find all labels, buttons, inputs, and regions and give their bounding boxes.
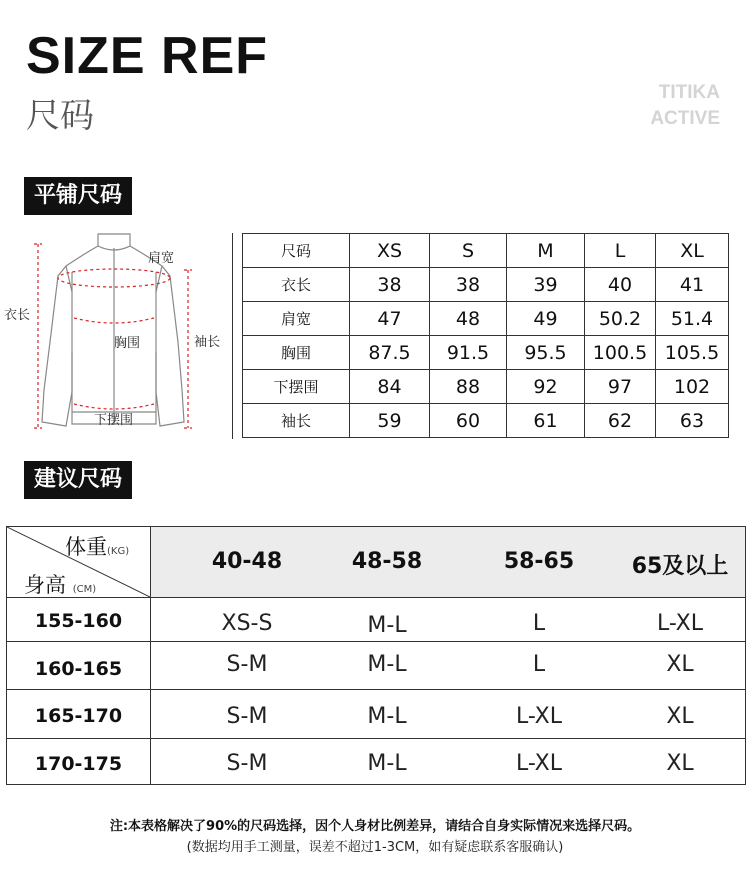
table-row [243,268,729,302]
table-cell: 92 [507,370,585,404]
table-header-cell: M [507,234,585,268]
size-cell: M-L [367,613,407,638]
table-header-cell: XS [350,234,430,268]
table-cell: 41 [656,268,729,302]
height-axis-label [24,569,96,599]
weight-column-header: 40-48 [211,549,283,574]
row-divider [7,689,745,690]
size-cell: L-XL [515,704,563,729]
weight-column-header: 48-58 [351,549,423,574]
table-cell: 100.5 [585,336,656,370]
table-header-cell: L [585,234,656,268]
weight-column-header: 65及以上 [631,554,729,579]
size-cell: S-M [226,704,268,729]
table-cell: 62 [585,404,656,438]
size-cell: S-M [226,751,268,776]
table-cell: 84 [350,370,430,404]
recommended-size-section-label: 建议尺码 [24,461,132,499]
height-unit: (CM) [72,584,97,595]
table-cell: 88 [430,370,507,404]
size-cell: S-M [226,652,268,677]
recommended-size-table [6,526,746,785]
table-cell: 47 [350,302,430,336]
table-cell: 59 [350,404,430,438]
table-row-label: 袖长 [243,404,350,438]
size-cell: XL [666,704,694,729]
jacket-measurement-diagram [0,232,232,442]
footnote-secondary: (数据均用手工测量，误差不超过1-3CM，如有疑虑联系客服确认) [186,840,564,855]
flat-size-table [242,233,729,438]
table-header-cell: 尺码 [243,234,350,268]
table-cell: 39 [507,268,585,302]
table-row-label: 衣长 [243,268,350,302]
sleeve-length-label: 袖长 [194,335,221,350]
table-cell: 60 [430,404,507,438]
row-divider [7,597,745,598]
height-row-header: 165-170 [34,705,123,727]
page-title: SIZE REF [26,27,269,85]
size-cell: XS-S [221,611,273,636]
footnote-primary: 注:本表格解决了90%的尺码选择，因个人身材比例差异，请结合自身实际情况来选择尺码。 [109,819,641,834]
table-cell: 51.4 [656,302,729,336]
height-row-header: 155-160 [34,610,123,632]
height-row-header: 170-175 [34,753,123,775]
table-row-label: 胸围 [243,336,350,370]
size-cell: M-L [367,751,407,776]
size-cell: L-XL [656,611,704,636]
size-cell: L-XL [515,751,563,776]
brand-line-1: TITIKA [658,82,720,103]
table-cell: 50.2 [585,302,656,336]
table-cell: 38 [350,268,430,302]
table-cell: 95.5 [507,336,585,370]
flat-size-section-label: 平铺尺码 [24,177,132,215]
table-cell: 40 [585,268,656,302]
table-row-label: 下摆围 [243,370,350,404]
shoulder-width-label: 肩宽 [148,251,175,266]
table-cell: 87.5 [350,336,430,370]
hem-label: 下摆围 [94,413,134,428]
size-cell: L [532,652,546,677]
length-label: 衣长 [4,308,31,323]
table-header-row [243,234,729,268]
weight-axis-label [65,531,129,561]
weight-label: 体重 [65,535,107,559]
table-header-cell: S [430,234,507,268]
table-row [243,336,729,370]
page-subtitle: 尺码 [26,96,94,136]
weight-column-header: 58-65 [503,549,575,574]
size-cell: L [532,611,546,636]
brand-watermark [650,80,720,132]
height-label: 身高 [24,573,66,597]
row-divider [7,738,745,739]
column-divider [150,527,151,784]
diagram-divider [232,233,233,439]
table-cell: 105.5 [656,336,729,370]
row-divider [7,641,745,642]
size-cell: XL [666,652,694,677]
table-cell: 97 [585,370,656,404]
size-cell: M-L [367,652,407,677]
table-cell: 63 [656,404,729,438]
table-row [243,370,729,404]
table-cell: 61 [507,404,585,438]
weight-unit: (KG) [107,546,130,557]
table-cell: 48 [430,302,507,336]
table-cell: 91.5 [430,336,507,370]
size-cell: XL [666,751,694,776]
table-header-cell: XL [656,234,729,268]
brand-line-2: ACTIVE [650,108,720,129]
table-corner-cell [7,527,150,597]
chest-label: 胸围 [114,336,141,351]
table-row [243,302,729,336]
table-cell: 49 [507,302,585,336]
table-cell: 38 [430,268,507,302]
table-cell: 102 [656,370,729,404]
height-row-header: 160-165 [34,658,123,680]
size-cell: M-L [367,704,407,729]
table-row [243,404,729,438]
table-row-label: 肩宽 [243,302,350,336]
